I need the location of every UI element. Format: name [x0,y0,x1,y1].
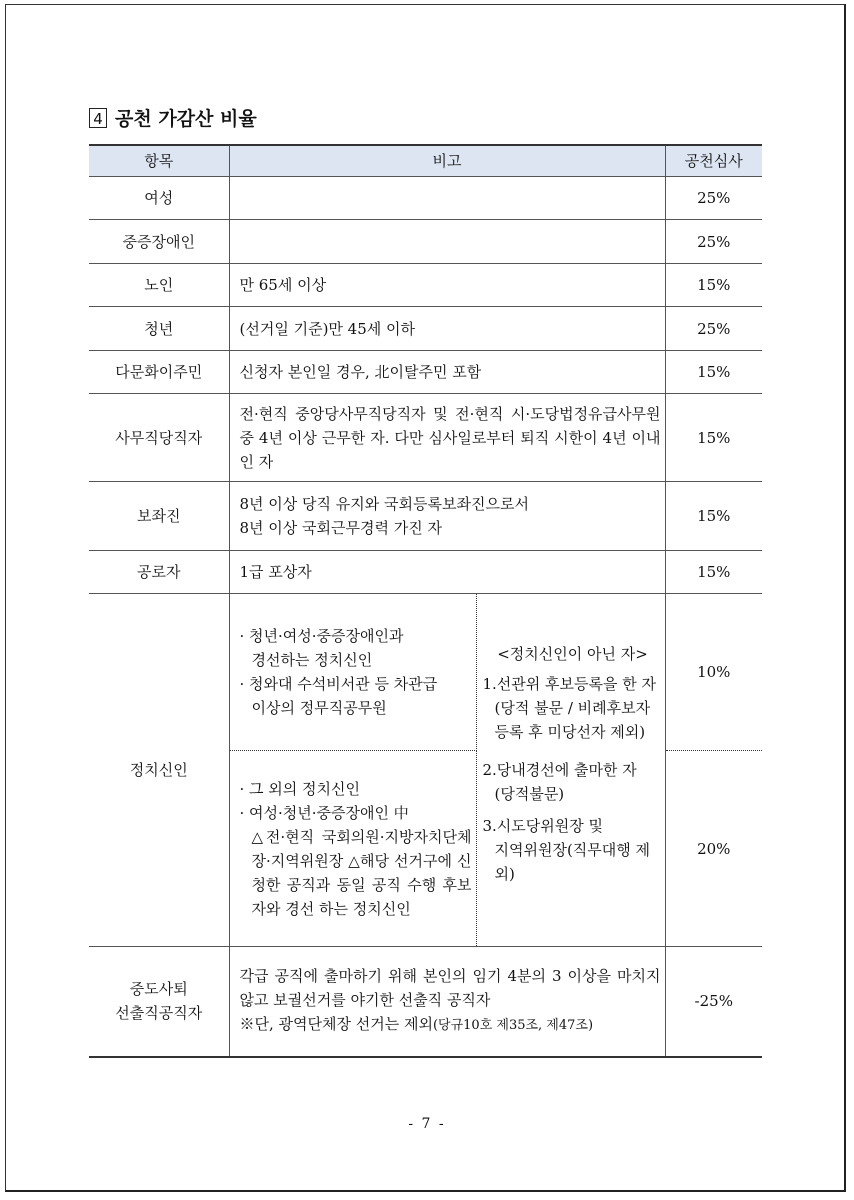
group1-line: 이상의 정무직공무원 [251,699,387,717]
group2-line: · 여성·청년·중증장애인 中 [239,803,409,822]
header-item: 항목 [89,145,229,177]
exclusion-item-3: 3.시도당위원장 및 [482,817,604,835]
note-line: 8년 이상 국회근무경력 가진 자 [239,519,442,537]
row-item: 사무직당직자 [89,394,229,482]
table-row [89,351,762,394]
table-row [89,177,762,220]
exclusion-item-2: 2.당내경선에 출마한 자 [482,761,637,779]
row-item: 여성 [89,177,229,220]
note-exception: ※단, 광역단체장 선거는 제외 [239,1015,433,1034]
row-note [229,177,665,220]
exclusion-item-1: 1.선관위 후보등록을 한 자 [482,675,657,693]
row-item: 다문화이주민 [89,351,229,394]
group1-line: · 청와대 수석비서관 등 차관급 [239,675,438,693]
group1-line: · 청년·여성·중증장애인과 [239,627,404,645]
newcomer-score-1: 10% [665,594,762,751]
exclusion-item-3-sub: 지역위원장(직무대행 제외) [494,841,651,883]
section-title: 공천 가감산 비율 [115,108,257,130]
group1-line: 경선하는 정치신인 [251,651,373,669]
newcomer-score-2: 20% [665,751,762,947]
note-text: 각급 공직에 출마하기 위해 본인의 임기 4분의 3 이상을 마치지 않고 보궐선거를 야기한 선출직 공직자 [239,967,661,1010]
row-item [89,947,229,1057]
row-score: 15% [665,264,762,307]
note-line: 8년 이상 당직 유지와 국회등록보좌진으로서 [239,495,529,513]
row-item: 중증장애인 [89,220,229,264]
row-score: 15% [665,394,762,482]
row-note [229,482,665,551]
newcomer-group-2 [229,751,476,947]
table-row [89,220,762,264]
note-extra [240,1012,661,1038]
row-item: 공로자 [89,551,229,594]
table-header-row [89,145,762,177]
newcomer-exclusion [476,594,665,947]
table-row [89,307,762,351]
row-score: 25% [665,220,762,264]
row-note: 만 65세 이상 [229,264,665,307]
nomination-ratio-table [89,144,762,1058]
note-reference: (당규10호 제35조, 제47조) [432,1018,594,1034]
row-note [229,220,665,264]
exclusion-item-2-sub: (당적불문) [494,785,565,803]
row-note: (선거일 기준)만 45세 이하 [229,307,665,351]
header-score: 공천심사 [665,145,762,177]
row-score: 15% [665,482,762,551]
table-row [89,482,762,551]
row-note [229,947,665,1057]
exclusion-title: <정치신인이 아닌 자> [497,645,648,663]
table-row [89,947,762,1057]
section-number: 4 [89,108,107,128]
group2-line: △전·현직 국회의원·지방자치단체장·지역위원장 △해당 선거구에 신청한 공직과 동일 공직 수행 후보자와 경선 하는 정치신인 [251,827,472,918]
row-score: -25% [665,947,762,1057]
row-item: 노인 [89,264,229,307]
row-item: 보좌진 [89,482,229,551]
row-score: 15% [665,551,762,594]
exclusion-item-1-sub: (당적 불문 / 비례후보자 등록 후 미당선자 제외) [494,699,651,741]
table-row [89,394,762,482]
row-score: 25% [665,307,762,351]
section-heading [89,104,257,131]
table-row [89,551,762,594]
row-note: 1급 포상자 [229,551,665,594]
row-item: 정치신인 [89,594,229,947]
table-row [89,264,762,307]
row-score: 15% [665,351,762,394]
row-note: 전·현직 중앙당사무직당직자 및 전·현직 시·도당법정유급사무원 중 4년 이상 근무한 자. 다만 심사일로부터 퇴직 시한이 4년 이내인 자 [229,394,665,482]
header-note: 비고 [229,145,665,177]
item-line: 중도사퇴 [129,980,188,999]
newcomer-group-1 [229,594,476,751]
row-item: 청년 [89,307,229,351]
item-line: 선출직공직자 [115,1004,203,1023]
table-row [89,594,762,751]
row-score: 25% [665,177,762,220]
group2-line: · 그 외의 정치신인 [239,779,361,798]
page-number: - 7 - [408,1116,446,1132]
row-note: 신청자 본인일 경우, 北이탈주민 포함 [229,351,665,394]
